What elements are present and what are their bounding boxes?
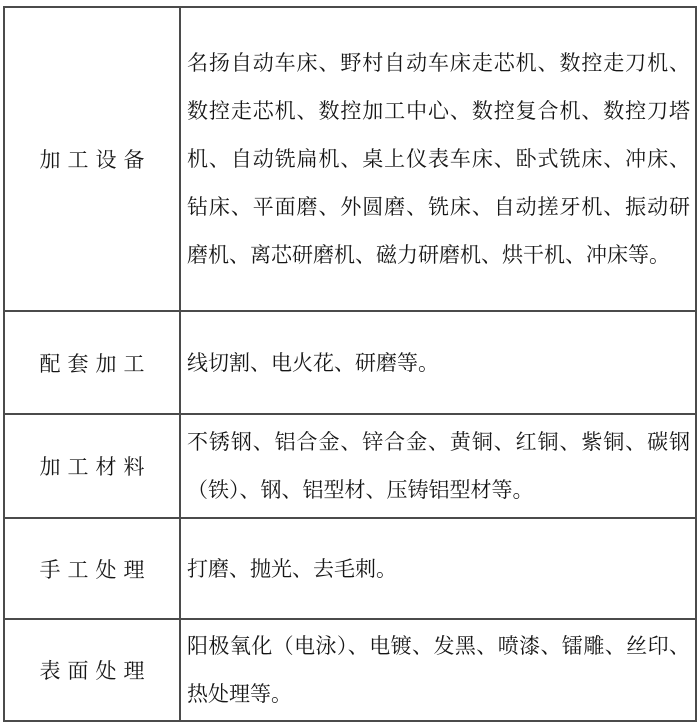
table-row-support-processing [5,310,695,413]
row-label: 加工设备 [39,148,152,172]
row-label-cell [5,312,181,413]
row-content-cell [181,519,695,618]
row-label-cell [5,415,181,517]
row-content-cell [181,620,695,720]
capability-table [3,6,697,722]
row-content: 不锈钢、铝合金、锌合金、黄铜、红铜、紫铜、碳钢（铁）、钢、铝型材、压铸铝型材等。 [187,430,690,502]
table-row-equipment [5,8,695,310]
row-label-cell [5,620,181,720]
table-row-materials [5,413,695,517]
row-content: 线切割、电火花、研磨等。 [187,350,439,375]
row-content: 名扬自动车床、野村自动车床走芯机、数控走刀机、数控走芯机、数控加工中心、数控复合机、数控刀塔机、自动铣扁机、桌上仪表车床、卧式铣床、冲床、钻床、平面磨、外圆磨、铣床、自动搓牙机、振动研磨机、离芯研磨机、磁力研磨机、烘干机、冲床等。 [187,51,690,267]
table-row-surface-treatment [5,618,695,720]
row-content-cell [181,8,695,310]
row-content-cell [181,415,695,517]
row-label-cell [5,8,181,310]
row-label: 手工处理 [39,557,152,582]
table-row-manual-processing [5,517,695,618]
row-label: 表面处理 [39,659,152,683]
row-content: 阳极氧化（电泳）、电镀、发黑、喷漆、镭雕、丝印、热处理等。 [187,634,690,706]
row-content: 打磨、抛光、去毛刺。 [187,556,397,581]
row-label-cell [5,519,181,618]
row-label: 加工材料 [39,455,152,479]
row-content-cell [181,312,695,413]
row-label: 配套加工 [39,351,152,376]
